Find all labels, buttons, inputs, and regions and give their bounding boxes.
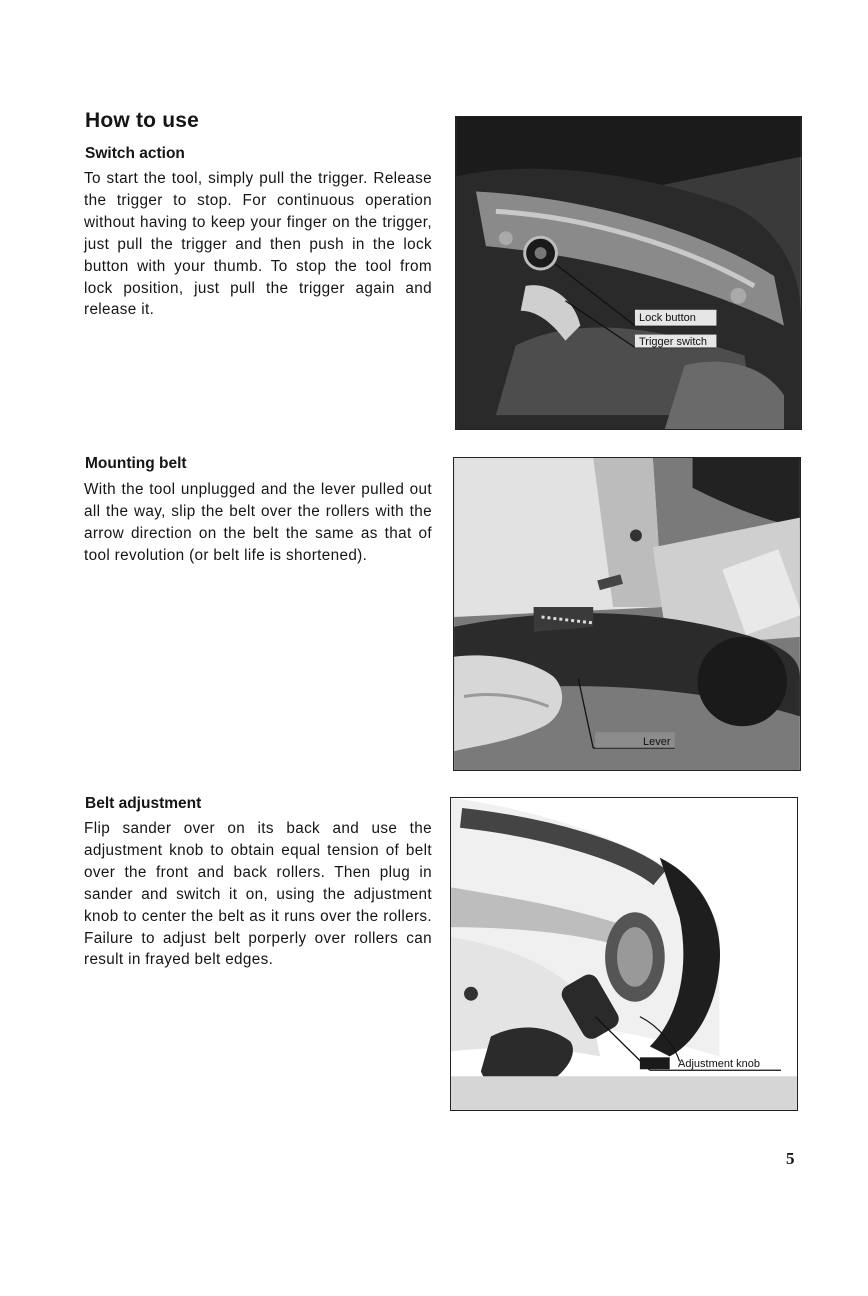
- belt-adjustment-photo: [450, 797, 798, 1111]
- trigger-switch-label: Trigger switch: [639, 336, 708, 348]
- adjustment-knob-label: Adjustment knob: [678, 1058, 760, 1070]
- page-number: 5: [786, 1149, 795, 1168]
- belt-adjustment-text: Flip sander over on its back and use the adjustment knob to obtain equal tension of belt over the front and back rollers. Then plug in sander and switch it on, using the adjustment knob to center the belt as it runs over the rollers. Failure to adjust belt porperly over rollers can result in frayed belt edges.: [84, 820, 432, 969]
- switch-action-text: To start the tool, simply pull the trigger. Release the trigger to stop. For continuous operation without having to keep your finger on the trigger, just pull the trigger and then push in the lock button with your thumb. To stop the tool from lock position, just pull the trigger again and release it.: [84, 170, 432, 319]
- page-title: How to use: [85, 109, 200, 132]
- lever-label: Lever: [643, 736, 671, 748]
- lock-button-label: Lock button: [639, 312, 696, 324]
- switch-photo: [455, 116, 802, 430]
- mounting-belt-illustration: [454, 458, 800, 770]
- mounting-belt-photo: [453, 457, 801, 771]
- belt-adjustment-heading: Belt adjustment: [85, 795, 202, 812]
- switch-illustration: [456, 117, 801, 429]
- mounting-belt-heading: Mounting belt: [85, 455, 187, 472]
- mounting-belt-text: With the tool unplugged and the lever pulled out all the way, slip the belt over the rollers with the arrow direction on the belt the same as that of tool revolution (or belt life is shortened).: [84, 481, 432, 564]
- switch-action-heading: Switch action: [85, 145, 185, 162]
